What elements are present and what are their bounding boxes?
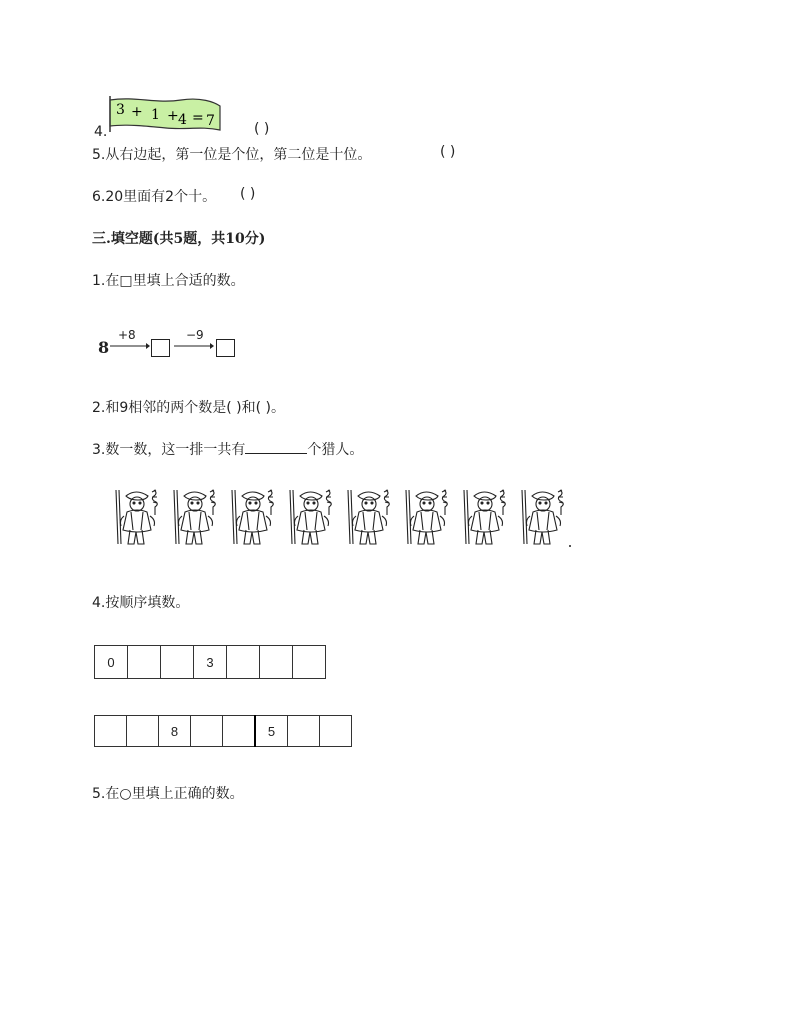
sequence-cell: 8 bbox=[159, 716, 191, 747]
equation-banner bbox=[106, 94, 224, 134]
sequence-cell[interactable] bbox=[191, 716, 223, 747]
sequence-cell[interactable] bbox=[260, 646, 293, 679]
question-text-after: 个猎人。 bbox=[307, 442, 364, 458]
answer-parentheses[interactable]: ( ) bbox=[440, 144, 456, 160]
sequence-cell: 3 bbox=[194, 646, 227, 679]
answer-box[interactable] bbox=[151, 339, 170, 357]
question-number: 4. bbox=[94, 124, 108, 140]
arrow-icon bbox=[174, 342, 214, 350]
sequence-cell[interactable] bbox=[95, 716, 127, 747]
answer-parentheses[interactable]: ( ) bbox=[254, 121, 270, 137]
sequence-cell[interactable] bbox=[128, 646, 161, 679]
arrow-icon bbox=[110, 342, 150, 350]
flow-operation: +8 bbox=[118, 328, 136, 342]
hunter-figure bbox=[396, 486, 454, 550]
banner-term: 7 bbox=[206, 113, 215, 129]
flow-operation: −9 bbox=[186, 328, 204, 342]
number-sequence-grid bbox=[94, 645, 326, 679]
question-text: 5.在○里填上正确的数。 bbox=[92, 786, 244, 802]
banner-term: 1 bbox=[151, 107, 160, 123]
banner-term: 4 bbox=[178, 112, 187, 128]
question-text-before: 3.数一数，这一排一共有 bbox=[92, 442, 246, 458]
hunter-figure bbox=[164, 486, 222, 550]
arrow-flow-diagram bbox=[98, 330, 248, 362]
dot-mark bbox=[569, 545, 571, 547]
sequence-cell[interactable] bbox=[293, 646, 326, 679]
sequence-cell[interactable] bbox=[223, 716, 256, 747]
question-text: 1.在□里填上合适的数。 bbox=[92, 273, 245, 289]
sequence-cell[interactable] bbox=[127, 716, 159, 747]
hunter-figure bbox=[512, 486, 570, 550]
sequence-cell: 0 bbox=[95, 646, 128, 679]
banner-term: = bbox=[192, 110, 204, 126]
answer-blank[interactable] bbox=[245, 441, 307, 454]
number-sequence-grid bbox=[94, 715, 352, 747]
banner-term: + bbox=[167, 108, 179, 124]
question-text: 6.20里面有2个十。 bbox=[92, 189, 217, 205]
answer-box[interactable] bbox=[216, 339, 235, 357]
section-title: 三.填空题(共5题，共10分) bbox=[92, 231, 266, 247]
question-text: 5.从右边起，第一位是个位，第二位是十位。 bbox=[92, 147, 372, 163]
hunter-figure bbox=[106, 486, 164, 550]
flow-start-number: 8 bbox=[98, 338, 110, 357]
question-text: 2.和9相邻的两个数是( )和( )。 bbox=[92, 400, 286, 416]
sequence-cell: 5 bbox=[255, 716, 288, 747]
sequence-cell[interactable] bbox=[227, 646, 260, 679]
question-text: 4.按顺序填数。 bbox=[92, 595, 190, 611]
sequence-cell[interactable] bbox=[161, 646, 194, 679]
question-text bbox=[92, 439, 363, 459]
hunter-figure bbox=[338, 486, 396, 550]
hunter-figure bbox=[222, 486, 280, 550]
sequence-cell[interactable] bbox=[320, 716, 352, 747]
hunter-figure bbox=[454, 486, 512, 550]
banner-term: + bbox=[131, 104, 143, 120]
answer-parentheses[interactable]: ( ) bbox=[240, 186, 256, 202]
banner-term: 3 bbox=[116, 102, 125, 118]
hunter-figure bbox=[280, 486, 338, 550]
sequence-cell[interactable] bbox=[288, 716, 320, 747]
